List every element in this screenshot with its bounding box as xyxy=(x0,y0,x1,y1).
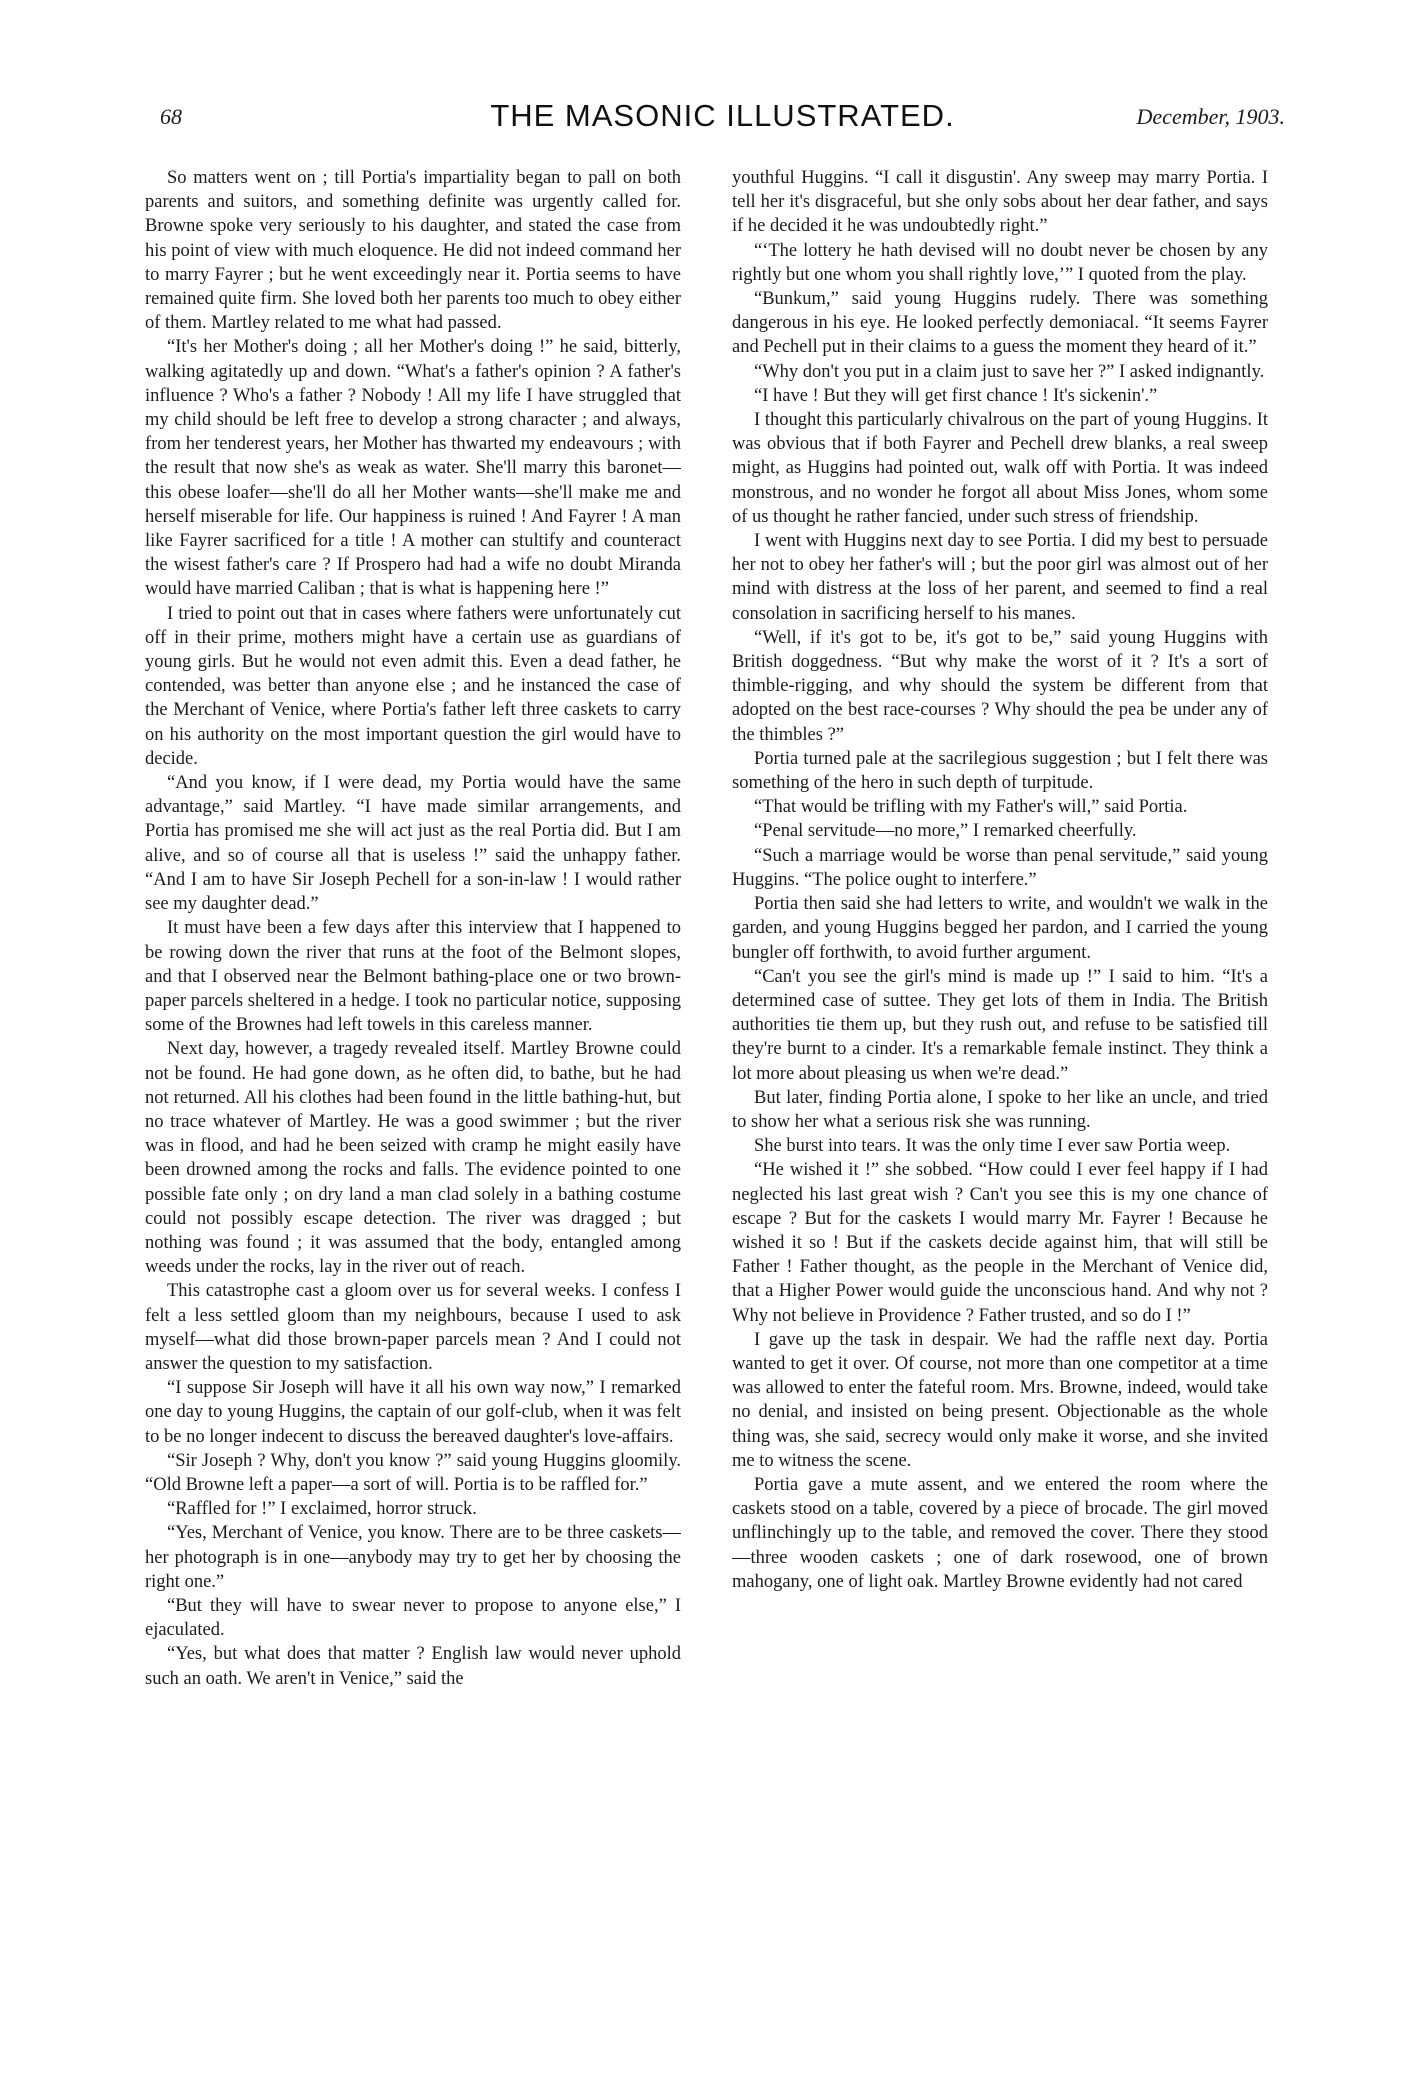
paragraph: I gave up the task in despair. We had the raffle next day. Portia wanted to get it over. Of course, not more than one competitor at a time was allowed to enter the fateful room. Mrs. Browne, indeed, would take no denial, and insisted on being present. Objectionable as the whole thing was, she said, secrecy would only make it worse, and she invited me to witness the scene. xyxy=(732,1329,1268,1471)
paragraph: “Why don't you put in a claim just to save her ?” I asked indignantly. xyxy=(754,361,1265,382)
paragraph: “Sir Joseph ? Why, don't you know ?” said young Huggins gloomily. “Old Browne left a paper—a sort of will. Portia is to be raffled for.” xyxy=(145,1450,681,1495)
paragraph: “Raffled for !” I exclaimed, horror struck. xyxy=(167,1499,477,1520)
paragraph: “Yes, Merchant of Venice, you know. There are to be three caskets—her photograph is in one—anybody may try to get her by choosing the right one.” xyxy=(145,1523,681,1592)
issue-date: December, 1903. xyxy=(1136,104,1285,129)
paragraph: “I have ! But they will get first chance ! It's sickenin'.” xyxy=(754,385,1158,406)
left-column xyxy=(145,166,681,2046)
paragraph: Portia turned pale at the sacrilegious suggestion ; but I felt there was something of the hero in such depth of turpitude. xyxy=(732,748,1268,794)
paragraph: “Penal servitude—no more,” I remarked cheerfully. xyxy=(754,821,1137,842)
paragraph: “Bunkum,” said young Huggins rudely. There was something dangerous in his eye. He looked perfectly demoniacal. “It seems Fayrer and Pechell put in their claims to a guess the moment they heard of it.” xyxy=(732,289,1268,358)
page-header xyxy=(160,98,1285,138)
paragraph: I went with Huggins next day to see Portia. I did my best to persuade her not to obey her father's will ; but the poor girl was almost out of her mind with distress at the loss of her parent, and seemed to find a real consolation in sacrificing herself to his manes. xyxy=(732,531,1268,624)
paragraph: It must have been a few days after this interview that I happened to be rowing down the river that runs at the foot of the Belmont slopes, and that I observed near the Belmont bathing-place one or two brown-paper parcels sheltered in a hedge. I took no particular notice, supposing some of the Brownes had left towels in this careless manner. xyxy=(145,918,681,1036)
paragraph-continued: youthful Huggins. “I call it disgustin'. Any sweep may marry Portia. I tell her it's disgraceful, but she only sobs about her dear father, and says if he decided it he was undoubtedly right.” xyxy=(732,168,1268,237)
paragraph: I tried to point out that in cases where fathers were unfortunately cut off in their prime, mothers might have a certain use as guardians of young girls. But he would not even admit this. Even a dead father, he contended, was better than anyone else ; and he instanced the case of the Merchant of Venice, where Portia's father left three caskets to carry on his authority on the most important question the girl would have to decide. xyxy=(145,603,681,769)
paragraph: “Such a marriage would be worse than penal servitude,” said young Huggins. “The police ought to interfere.” xyxy=(732,845,1268,890)
paragraph: “Can't you see the girl's mind is made up !” I said to him. “It's a determined case of suttee. They get lots of them in India. The British authorities tie them up, but they rush out, and refuse to be satisfied till they're burnt to a cinder. It's a remarkable female instinct. They think a lot more about pleasing us when we're dead.” xyxy=(732,966,1268,1084)
paragraph: “It's her Mother's doing ; all her Mother's doing !” he said, bitterly, walking agitatedly up and down. “What's a father's opinion ? A father's influence ? Who's a father ? Nobody ! All my life I have struggled that my child should be left free to develop a strong character ; and always, from her tenderest years, her Mother has thwarted my endeavours ; with the result that now she's as weak as water. She'll marry this baronet—this obese loafer—she'll do all her Mother wants—she'll make me and herself miserable for life. Our happiness is ruined ! And Fayrer ! A man like Fayrer sacrificed for a title ! A mother can stultify and counteract the wisest father's care ? If Prospero had had a wife no doubt Miranda would have married Caliban ; that is what is happening here !” xyxy=(145,337,681,600)
paragraph: Next day, however, a tragedy revealed itself. Martley Browne could not be found. He had gone down, as he often did, to bathe, but he had not returned. All his clothes had been found in the little bathing-hut, but no trace whatever of Martley. He was a good swimmer ; but the river was in flood, and had he been seized with cramp he might easily have been drowned among the rocks and falls. The evidence pointed to one possible fate only ; on dry land a man clad solely in a bathing costume could not possibly escape detection. The river was dragged ; but nothing was found ; it was assumed that the body, entangled among weeds under the rocks, lay in the river out of reach. xyxy=(145,1039,681,1278)
paragraph: So matters went on ; till Portia's impartiality began to pall on both parents and suitors, and something definite was urgently called for. Browne spoke very seriously to his daughter, and stated the case from his point of view with much eloquence. He did not indeed command her to marry Fayrer ; but he went exceedingly near it. Portia seems to have remained quite firm. She loved both her parents too much to obey either of them. Martley related to me what had passed. xyxy=(145,168,681,334)
right-column xyxy=(732,166,1268,2046)
paragraph: She burst into tears. It was the only time I ever saw Portia weep. xyxy=(754,1136,1231,1157)
paragraph: Portia then said she had letters to write, and wouldn't we walk in the garden, and young Huggins begged her pardon, and I carried the young bungler off forthwith, to avoid further argument. xyxy=(732,894,1268,963)
paragraph: “I suppose Sir Joseph will have it all his own way now,” I remarked one day to young Huggins, the captain of our golf-club, when it was felt to be no longer indecent to discuss the bereaved daughter's love-affairs. xyxy=(145,1378,681,1447)
paragraph: “That would be trifling with my Father's will,” said Portia. xyxy=(754,797,1188,818)
paragraph: “‘The lottery he hath devised will no doubt never be chosen by any rightly but one whom you shall rightly love,’” I quoted from the play. xyxy=(732,240,1268,285)
paragraph: “But they will have to swear never to propose to anyone else,” I ejaculated. xyxy=(145,1595,681,1641)
paragraph: “Yes, but what does that matter ? English law would never uphold such an oath. We aren't in Venice,” said the xyxy=(145,1644,681,1689)
masthead: THE MASONIC ILLUSTRATED. xyxy=(490,98,955,133)
page-number: 68 xyxy=(160,104,182,129)
paragraph: I thought this particularly chivalrous on the part of young Huggins. It was obvious that if both Fayrer and Pechell drew blanks, a real sweep might, as Huggins had pointed out, walk off with Portia. It was indeed monstrous, and no wonder he forgot all about Miss Jones, whom some of us thought he rather fancied, under such stress of friendship. xyxy=(732,410,1268,527)
paragraph: “He wished it !” she sobbed. “How could I ever feel happy if I had neglected his last great wish ? Can't you see this is my one chance of escape ? But for the caskets I would marry Mr. Fayrer ! Because he wished it so ! But if the caskets decide against him, that will still be Father ! Father thought, as the people in the Merchant of Venice did, that a Higher Power would guide the unconscious hand. And why not ? Why not believe in Providence ? Father trusted, and so do I !” xyxy=(732,1160,1268,1326)
paragraph: This catastrophe cast a gloom over us for several weeks. I confess I felt a less settled gloom than my neighbours, because I used to ask myself—what did those brown-paper parcels mean ? And I could not answer the question to my satisfaction. xyxy=(145,1281,681,1374)
paragraph: Portia gave a mute assent, and we entered the room where the caskets stood on a table, covered by a piece of brocade. The girl moved unflinchingly up to the table, and removed the cover. There they stood—three wooden caskets ; one of dark rosewood, one of brown mahogany, one of light oak. Martley Browne evidently had not cared xyxy=(732,1474,1268,1592)
paragraph: “Well, if it's got to be, it's got to be,” said young Huggins with British doggedness. “But why make the worst of it ? It's a sort of thimble-rigging, and why should the system be different from that adopted on the best race-courses ? Why should the pea be under any of the thimbles ?” xyxy=(732,627,1268,745)
paragraph: But later, finding Portia alone, I spoke to her like an uncle, and tried to show her what a serious risk she was running. xyxy=(732,1087,1268,1132)
paragraph: “And you know, if I were dead, my Portia would have the same advantage,” said Martley. “I have made similar arrangements, and Portia has promised me she will act just as the real Portia did. But I am alive, and so of course all that is useless !” said the unhappy father. “And I am to have Sir Joseph Pechell for a son-in-law ! I would rather see my daughter dead.” xyxy=(145,773,681,915)
